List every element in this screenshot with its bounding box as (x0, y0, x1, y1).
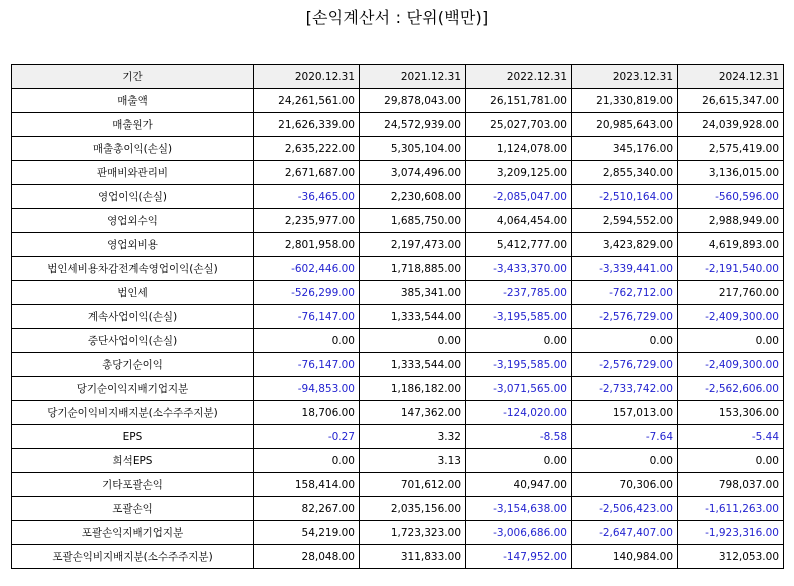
value-cell: -3,071,565.00 (466, 377, 572, 401)
value-cell: 2,230,608.00 (360, 185, 466, 209)
value-cell: -1,923,316.00 (678, 521, 784, 545)
value-cell: -2,733,742.00 (572, 377, 678, 401)
value-cell: 21,330,819.00 (572, 89, 678, 113)
table-row (12, 113, 784, 137)
value-cell: 0.00 (678, 449, 784, 473)
value-cell: 2,855,340.00 (572, 161, 678, 185)
value-cell: -2,506,423.00 (572, 497, 678, 521)
value-cell: -0.27 (254, 425, 360, 449)
value-cell: -2,647,407.00 (572, 521, 678, 545)
value-cell: -2,191,540.00 (678, 257, 784, 281)
value-cell: 1,723,323.00 (360, 521, 466, 545)
value-cell: 0.00 (466, 329, 572, 353)
value-cell: -3,195,585.00 (466, 353, 572, 377)
value-cell: 0.00 (360, 329, 466, 353)
value-cell: -526,299.00 (254, 281, 360, 305)
value-cell: -124,020.00 (466, 401, 572, 425)
value-cell: 24,572,939.00 (360, 113, 466, 137)
value-cell: 21,626,339.00 (254, 113, 360, 137)
value-cell: 54,219.00 (254, 521, 360, 545)
table-row (12, 401, 784, 425)
table-row (12, 329, 784, 353)
value-cell: 147,362.00 (360, 401, 466, 425)
table-row (12, 545, 784, 569)
value-cell: -8.58 (466, 425, 572, 449)
value-cell: -237,785.00 (466, 281, 572, 305)
value-cell: 26,151,781.00 (466, 89, 572, 113)
value-cell: 157,013.00 (572, 401, 678, 425)
value-cell: 2,988,949.00 (678, 209, 784, 233)
value-cell: 2,035,156.00 (360, 497, 466, 521)
row-label: 포괄손익 (12, 497, 254, 521)
value-cell: -560,596.00 (678, 185, 784, 209)
value-cell: 153,306.00 (678, 401, 784, 425)
value-cell: 82,267.00 (254, 497, 360, 521)
row-label: 법인세비용차감전계속영업이익(손실) (12, 257, 254, 281)
table-row (12, 305, 784, 329)
year-header: 2020.12.31 (254, 65, 360, 89)
row-label: 당기순이익지배기업지분 (12, 377, 254, 401)
row-label: 계속사업이익(손실) (12, 305, 254, 329)
value-cell: 2,575,419.00 (678, 137, 784, 161)
row-label: 매출원가 (12, 113, 254, 137)
table-row (12, 185, 784, 209)
value-cell: 0.00 (572, 329, 678, 353)
value-cell: 29,878,043.00 (360, 89, 466, 113)
value-cell: 2,801,958.00 (254, 233, 360, 257)
value-cell: 2,635,222.00 (254, 137, 360, 161)
value-cell: 0.00 (678, 329, 784, 353)
table-row (12, 209, 784, 233)
value-cell: -36,465.00 (254, 185, 360, 209)
table-row (12, 161, 784, 185)
value-cell: 0.00 (254, 449, 360, 473)
row-label: 영업외비용 (12, 233, 254, 257)
table-row (12, 89, 784, 113)
table-row (12, 497, 784, 521)
value-cell: -762,712.00 (572, 281, 678, 305)
value-cell: -7.64 (572, 425, 678, 449)
value-cell: 3.32 (360, 425, 466, 449)
value-cell: 2,671,687.00 (254, 161, 360, 185)
value-cell: 0.00 (466, 449, 572, 473)
value-cell: -76,147.00 (254, 305, 360, 329)
value-cell: -2,576,729.00 (572, 305, 678, 329)
value-cell: 4,619,893.00 (678, 233, 784, 257)
value-cell: -3,006,686.00 (466, 521, 572, 545)
value-cell: 28,048.00 (254, 545, 360, 569)
value-cell: 2,594,552.00 (572, 209, 678, 233)
value-cell: 3,074,496.00 (360, 161, 466, 185)
row-label: 희석EPS (12, 449, 254, 473)
value-cell: 40,947.00 (466, 473, 572, 497)
table-row (12, 521, 784, 545)
value-cell: -2,510,164.00 (572, 185, 678, 209)
value-cell: -1,611,263.00 (678, 497, 784, 521)
table-header-row (12, 65, 784, 89)
value-cell: 2,197,473.00 (360, 233, 466, 257)
value-cell: -2,085,047.00 (466, 185, 572, 209)
value-cell: 20,985,643.00 (572, 113, 678, 137)
row-label: 중단사업이익(손실) (12, 329, 254, 353)
value-cell: 1,186,182.00 (360, 377, 466, 401)
value-cell: 140,984.00 (572, 545, 678, 569)
value-cell: 158,414.00 (254, 473, 360, 497)
value-cell: -2,409,300.00 (678, 353, 784, 377)
value-cell: 345,176.00 (572, 137, 678, 161)
table-row (12, 353, 784, 377)
value-cell: 2,235,977.00 (254, 209, 360, 233)
value-cell: 5,412,777.00 (466, 233, 572, 257)
value-cell: 3,136,015.00 (678, 161, 784, 185)
value-cell: -5.44 (678, 425, 784, 449)
table-row (12, 449, 784, 473)
value-cell: -2,576,729.00 (572, 353, 678, 377)
value-cell: 311,833.00 (360, 545, 466, 569)
value-cell: 24,261,561.00 (254, 89, 360, 113)
table-row (12, 281, 784, 305)
row-label: EPS (12, 425, 254, 449)
value-cell: 1,124,078.00 (466, 137, 572, 161)
value-cell: -3,339,441.00 (572, 257, 678, 281)
row-label: 총당기순이익 (12, 353, 254, 377)
row-label: 판매비와관리비 (12, 161, 254, 185)
value-cell: 24,039,928.00 (678, 113, 784, 137)
value-cell: 3,423,829.00 (572, 233, 678, 257)
value-cell: -147,952.00 (466, 545, 572, 569)
value-cell: 312,053.00 (678, 545, 784, 569)
row-label: 영업외수익 (12, 209, 254, 233)
value-cell: 217,760.00 (678, 281, 784, 305)
value-cell: 798,037.00 (678, 473, 784, 497)
table-body (12, 89, 784, 569)
value-cell: 0.00 (254, 329, 360, 353)
value-cell: 70,306.00 (572, 473, 678, 497)
year-header: 2023.12.31 (572, 65, 678, 89)
row-label: 매출액 (12, 89, 254, 113)
row-label: 포괄손익비지배지분(소수주주지분) (12, 545, 254, 569)
value-cell: 18,706.00 (254, 401, 360, 425)
period-header: 기간 (12, 65, 254, 89)
income-statement-table (11, 64, 784, 569)
value-cell: 1,333,544.00 (360, 353, 466, 377)
value-cell: 3,209,125.00 (466, 161, 572, 185)
value-cell: 3.13 (360, 449, 466, 473)
value-cell: 5,305,104.00 (360, 137, 466, 161)
row-label: 기타포괄손익 (12, 473, 254, 497)
row-label: 법인세 (12, 281, 254, 305)
value-cell: 4,064,454.00 (466, 209, 572, 233)
value-cell: -3,433,370.00 (466, 257, 572, 281)
page-title: [손익계산서 : 단위(백만)] (305, 8, 489, 27)
value-cell: -94,853.00 (254, 377, 360, 401)
row-label: 영업이익(손실) (12, 185, 254, 209)
value-cell: 0.00 (572, 449, 678, 473)
value-cell: -76,147.00 (254, 353, 360, 377)
value-cell: 1,718,885.00 (360, 257, 466, 281)
table-row (12, 233, 784, 257)
year-header: 2022.12.31 (466, 65, 572, 89)
value-cell: -2,562,606.00 (678, 377, 784, 401)
table-row (12, 257, 784, 281)
table-row (12, 377, 784, 401)
year-header: 2024.12.31 (678, 65, 784, 89)
value-cell: 1,333,544.00 (360, 305, 466, 329)
row-label: 포괄손익지배기업지분 (12, 521, 254, 545)
value-cell: -3,154,638.00 (466, 497, 572, 521)
value-cell: -2,409,300.00 (678, 305, 784, 329)
table-row (12, 137, 784, 161)
value-cell: -3,195,585.00 (466, 305, 572, 329)
row-label: 매출총이익(손실) (12, 137, 254, 161)
value-cell: -602,446.00 (254, 257, 360, 281)
value-cell: 385,341.00 (360, 281, 466, 305)
value-cell: 1,685,750.00 (360, 209, 466, 233)
table-row (12, 425, 784, 449)
row-label: 당기순이익비지배지분(소수주주지분) (12, 401, 254, 425)
value-cell: 26,615,347.00 (678, 89, 784, 113)
year-header: 2021.12.31 (360, 65, 466, 89)
table-row (12, 473, 784, 497)
value-cell: 701,612.00 (360, 473, 466, 497)
value-cell: 25,027,703.00 (466, 113, 572, 137)
